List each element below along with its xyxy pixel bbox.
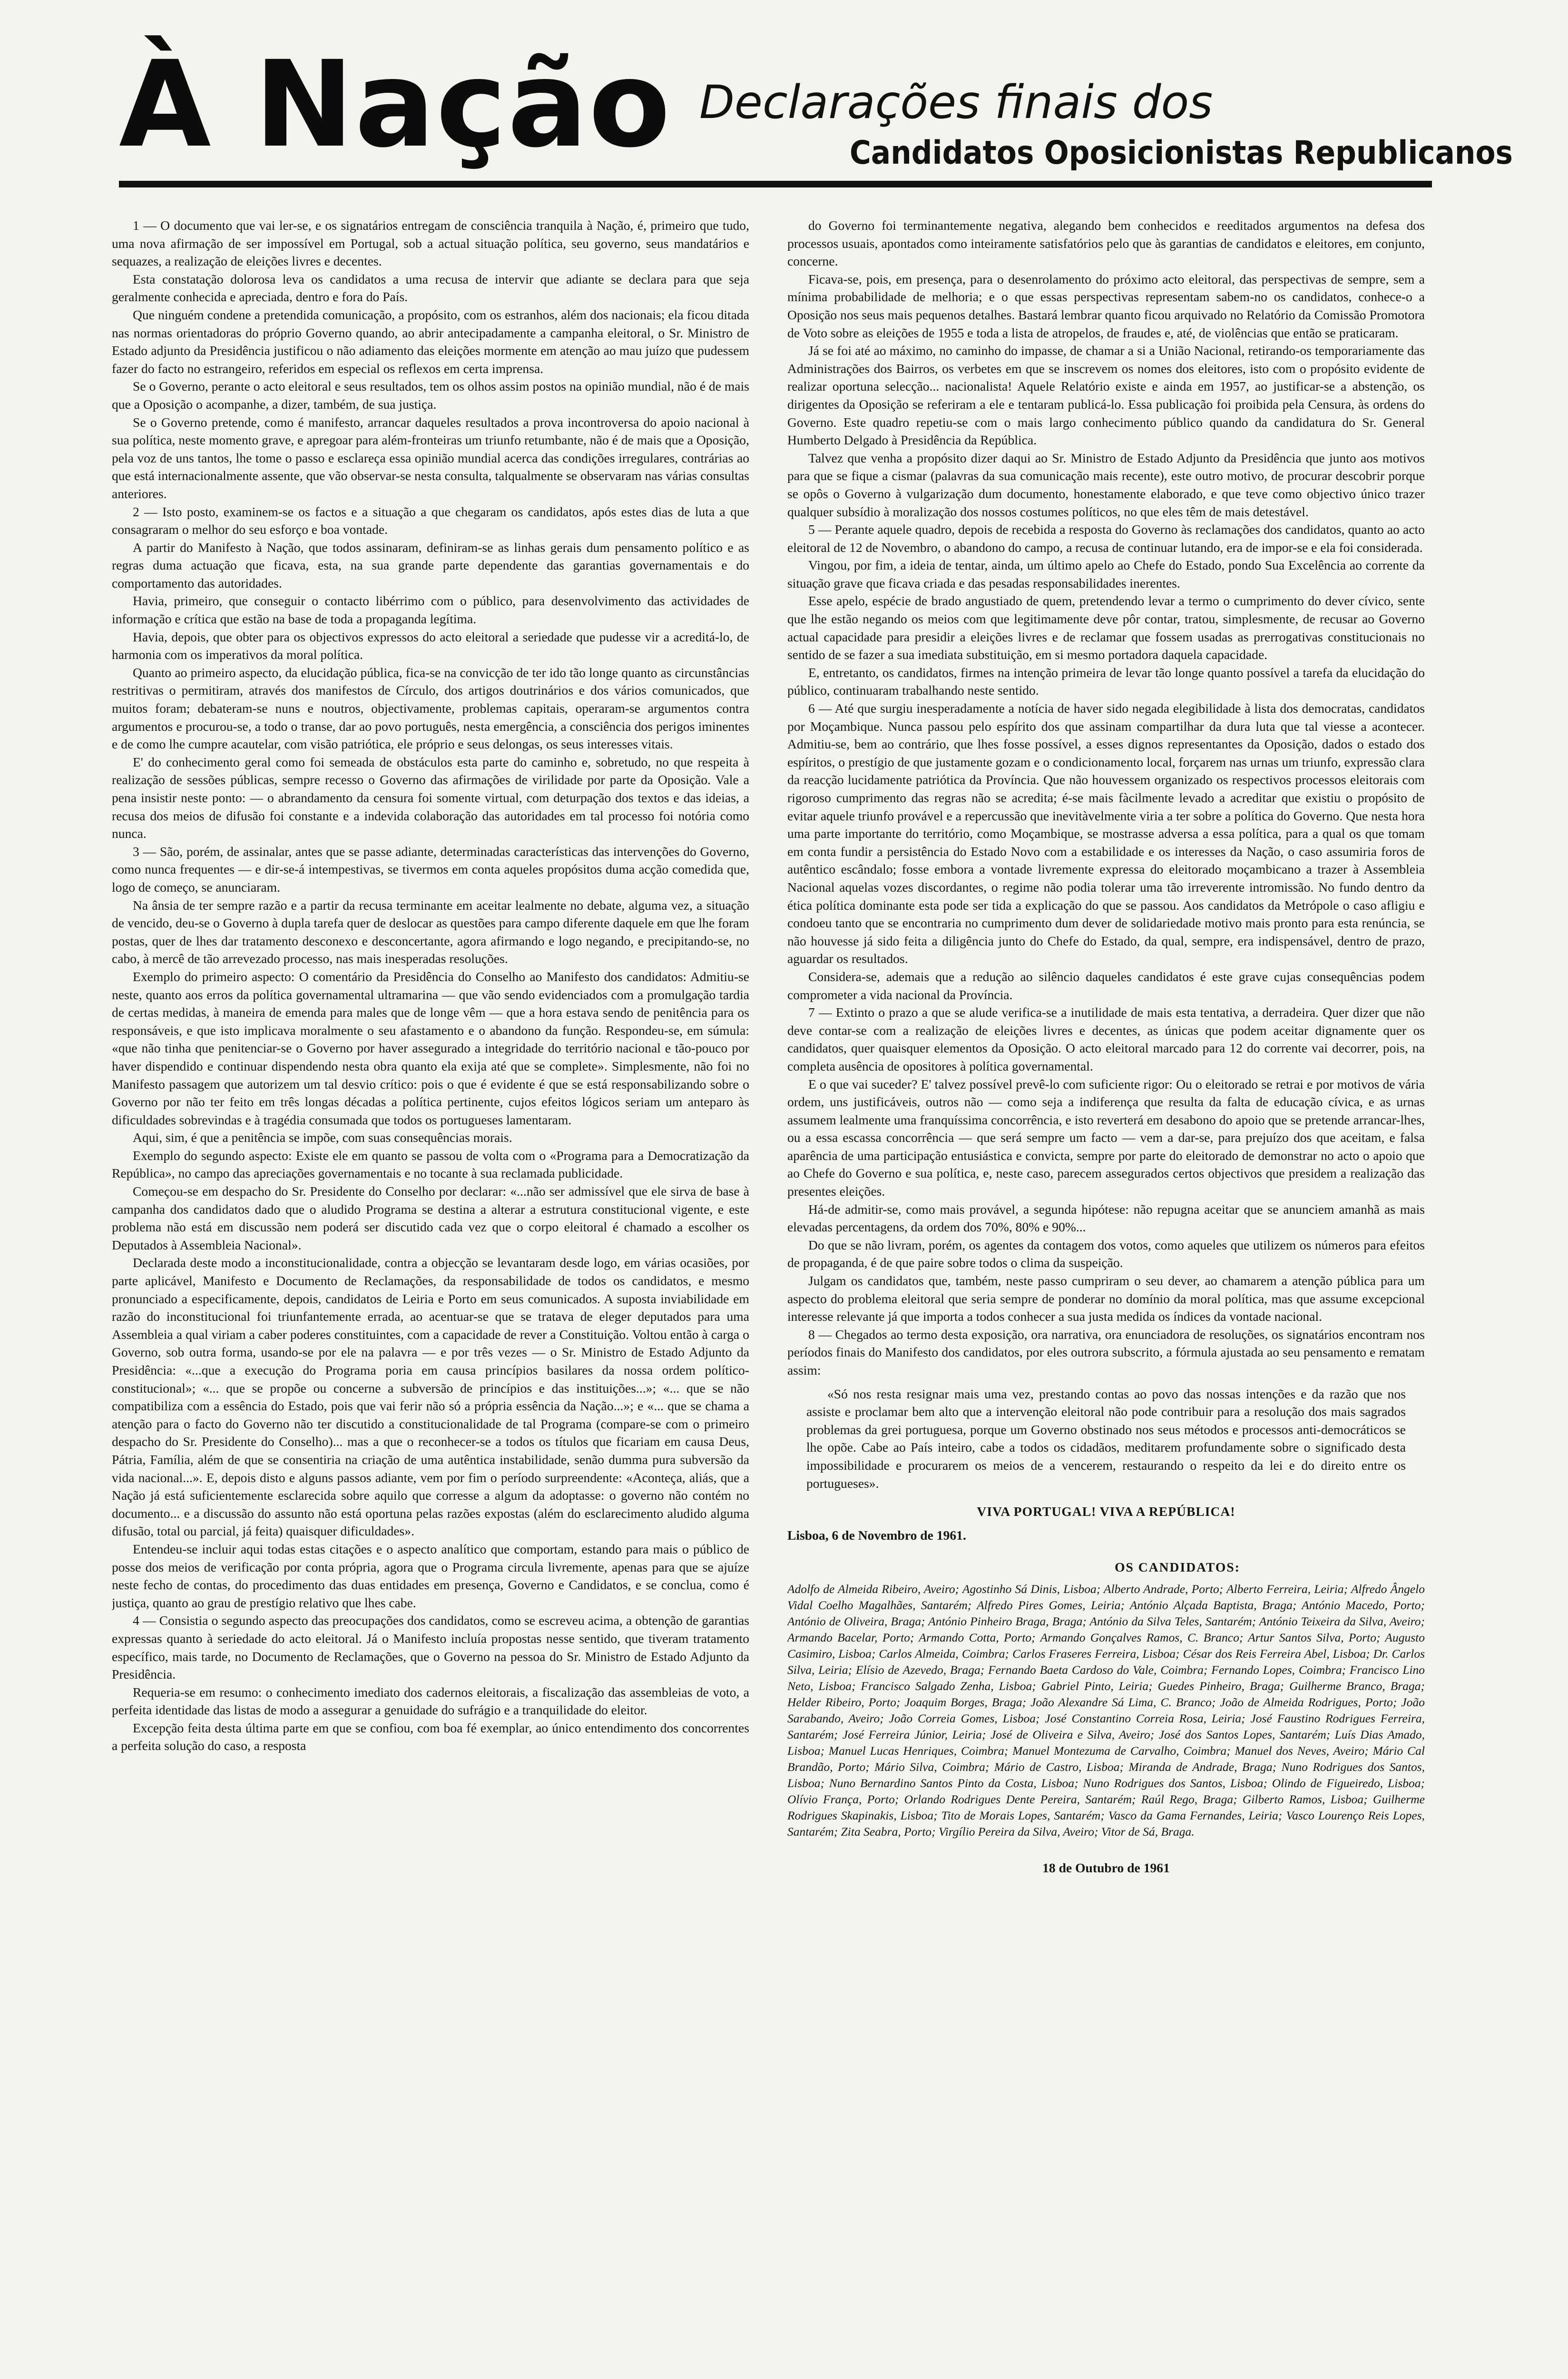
right-column-paragraph: Já se foi até ao máximo, no caminho do impasse, de chamar a si a União Nacional, retirando-os temporariamente das Administrações dos Bairros, os verbetes em que se inscrevem os nomes dos eleitores, isto com o propósito evidente de realizar oportuna selecção... nacionalista! Aquele Relatório existe e ainda em 1957, ao justificar-se a abstenção, os dirigentes da Oposição se referiram a ele e tentaram publicá-lo. Essa publicação foi proibida pela Censura, às ordens do Governo. Este quadro repetiu-se com o mais largo conhecimento público quando da candidatura do Sr. General Humberto Delgado à Presidência da República. bbox=[787, 343, 1425, 448]
right-column-paragraph: 5 — Perante aquele quadro, depois de recebida a resposta do Governo às reclamações dos candidatos, quanto ao acto eleitoral de 12 de Novembro, o abandono do campo, a recusa de continuar lutando, era de impor-se e ela foi considerada. bbox=[787, 522, 1425, 555]
right-column-paragraph: Julgam os candidatos que, também, neste passo cumpriram o seu dever, ao chamarem a atenção pública para um aspecto do problema eleitoral que seria sempre de ponderar no domínio da moral política, mas que assume excepcional interesse relevante já que importa a todos conhecer a sua justa medida os índices da vontade nacional. bbox=[787, 1273, 1425, 1324]
left-column-paragraph: Excepção feita desta última parte em que se confiou, com boa fé exemplar, ao único entendimento dos concorrentes a perfeita solução do caso, a resposta bbox=[112, 1720, 749, 1753]
left-column-paragraph: Se o Governo, perante o acto eleitoral e seus resultados, tem os olhos assim postos na opinião mundial, não é de mais que a Oposição o acompanhe, a dizer, também, de sua justiça. bbox=[112, 379, 749, 412]
right-column-paragraph: E o que vai suceder? E' talvez possível prevê-lo com suficiente rigor: Ou o eleitorado se retrai e por motivos de vária ordem, uns justificáveis, outros não — como seja a indiferença que resulta da falta de educação cívica, e as urnas assumem lealmente uma franquíssima concorrência, e isto reverterá em desabono do apoio que se pretende arrancar-lhes, ou a essa escassa concorrência — que será sempre um facto — vem a dar-se, para prejuízo dos que aceitam, e falsa aparência de uma participação entusiástica e convicta, sempre por parte do eleitorado de demonstrar no acto o apoio que ao Chefe do Governo e sua política, e, neste caso, parecem assegurados certos objectivos que presidem a realização das presentes eleições. bbox=[787, 1076, 1425, 1199]
left-column-paragraph: Havia, primeiro, que conseguir o contacto libérrimo com o público, para desenvolvimento das actividades de informação e crítica que estão na base de toda a propaganda legítima. bbox=[112, 593, 749, 627]
closing-quote: «Só nos resta resignar mais uma vez, prestando contas ao povo das nossas intenções e da razão que nos assiste e proclamar bem alto que a intervenção eleitoral não pode contribuir para a resolução dos mais sagrados problemas da grei portuguesa, porque um Governo obstinado nos seus métodos e processos anti-democráticos se lhe opõe. Cabe ao País inteiro, cabe a todos os cidadãos, meditarem profundamente sobre o significado desta impossibilidade e procurarem os meios de a vencerem, restaurando o respeito da lei e do direito entre os portugueses». bbox=[806, 1386, 1406, 1491]
left-column-paragraph: 1 — O documento que vai ler-se, e os signatários entregam de consciência tranquila à Nação, é, primeiro que tudo, uma nova afirmação de ser impossível em Portugal, sob a actual situação política, seu governo, seus mandatários e sequazes, a realização de eleições livres e decentes. bbox=[112, 218, 749, 269]
dateline: Lisboa, 6 de Novembro de 1961. bbox=[787, 1527, 966, 1543]
right-column-paragraph: Há-de admitir-se, como mais provável, a segunda hipótese: não repugna aceitar que se anunciem amanhã as mais elevadas percentagens, da ordem dos 70%, 80% e 90%... bbox=[787, 1201, 1425, 1235]
left-column-paragraph: Que ninguém condene a pretendida comunicação, a propósito, com os estranhos, além dos nacionais; ela ficou ditada nas normas orientadoras do próprio Governo quando, ao abrir antecipadamente a campanha eleitoral, o Sr. Ministro de Estado adjunto da Presidência justificou o não adiamento das eleições mormente em atenção ao mau juízo que pudessem fazer do facto no estrangeiro, referidos em especial os reflexos em certa imprensa. bbox=[112, 307, 749, 376]
right-column-paragraph: E, entretanto, os candidatos, firmes na intenção primeira de levar tão longe quanto possível a tarefa da elucidação do público, continuaram trabalhando neste sentido. bbox=[787, 665, 1425, 698]
left-column-paragraph: Declarada deste modo a inconstitucionalidade, contra a objecção se levantaram desde logo, em várias ocasiões, por parte aplicável, Manifesto e Documento de Reclamações, da responsabilidade de todos os candidatos, e mesmo pronunciado a especificamente, depois, candidatos de Leiria e Porto em seus comunicados. A suposta inviabilidade em razão do inconstitucional foi triunfantemente errada, ao acentuar-se que se tratava de eleger deputados para uma Assembleia a qual viriam a caber poderes constituintes, com a capacidade de rever a Constituição. Voltou então à carga o Governo, sob outra forma, usando-se por ele na palavra — e por três vezes — o Sr. Ministro de Estado Adjunto da Presidência: «...que a execução do Programa poria em causa princípios basilares da nossa ordem político-constitucional»; «... que se propõe ou concerne a subversão de princípios e das instituições...»; «... que se não compatibiliza com a essência do Estado, pois que vai ferir não só a própria essência da Nação...»; e «... que se chama a atenção para o facto do Governo não ter discutido a constitucionalidade de tal Programa (compare-se com o primeiro despacho do Sr. Presidente do Conselho)... mas a que o reconhecer-se a todos os títulos que ficariam em causa Deus, Pátria, Família, além de que se consentiria na criação de uma autêntica instabilidade, senão dumma pura subversão da vida nacional...». E, depois disto e alguns passos adiante, vem por fim o período surpreendente: «Aconteça, aliás, que a Nação já está suficientemente esclarecida sobre aquilo que corresse a algum da adoptasse: o governo não contém no documento... e a discussão do assunto não está oportuna pelas razões expostas (além do esclarecimento aludido alguma difusão, total ou parcial, já feita) quaisquer dificuldades». bbox=[112, 1255, 749, 1539]
left-column-paragraph: 3 — São, porém, de assinalar, antes que se passe adiante, determinadas características das intervenções do Governo, como nunca frequentes — e dir-se-á intempestivas, se tivermos em conta aqueles propósitos duma acção comedida que, logo de começo, se anunciaram. bbox=[112, 844, 749, 895]
candidates-date: 18 de Outubro de 1961 bbox=[1042, 1860, 1170, 1875]
left-column-paragraph: Aqui, sim, é que a penitência se impõe, com suas consequências morais. bbox=[133, 1130, 512, 1145]
left-column-paragraph: Esta constatação dolorosa leva os candidatos a uma recusa de intervir que adiante se declara para que seja geralmente conhecida e apreciada, dentro e fora do País. bbox=[112, 271, 749, 305]
left-column-paragraph: E' do conhecimento geral como foi semeada de obstáculos esta parte do caminho e, sobretudo, no que respeita à realização de sessões públicas, sempre recesso o Governo das afirmações de virilidade por parte da Oposição. Vale a pena insistir neste ponto: — o abrandamento da censura foi somente virtual, com deturpação dos textos e das ideias, a recusa dos meios de difusão foi constante e a indevida colaboração das autoridades em tal processo foi notória como nunca. bbox=[112, 754, 749, 841]
right-column-paragraph: 6 — Até que surgiu inesperadamente a notícia de haver sido negada elegibilidade à lista dos democratas, candidatos por Moçambique. Nunca passou pelo espírito dos que assinam compartilhar da dura luta que tal viesse a acontecer. Admitiu-se, bem ao contrário, que lhes fosse possível, a esses dignos representantes da Oposição, dados o estado dos espíritos, o prestígio de que justamente gozam e o condicionamento local, forçarem nas urnas um triunfo, expressão clara da reacção lucidamente patriótica da Província. Que não houvessem organizado os respectivos processos eleitorais com rigoroso cumprimento das regras não se acredita; é-se mais fàcilmente levado a acreditar que existiu o propósito de evitar aquele triunfo provável e a repercussão que inevitàvelmente viria a ter sobre a política do Governo. Que nesta hora uma parte importante do território, como Moçambique, se mostrasse adversa a essa política, para a qual os que tomam em conta fundir a persistência do Estado Novo com a estabilidade e os interesses da Nação, o caso assumiria foros de autêntico escândalo; fosse embora a vontade livremente expressa do eleitorado moçambicano a trazer à Assembleia Nacional aquelas vozes discordantes, o regime não podia tolerar uma tão irreverente intromissão. No fundo dentro da ética política dominante esta pode ser tida a explicação do que se passou. Aos candidatos da Metrópole o caso afligiu e condoeu tanto que se encontraria no cumprimento dum dever de solidariedade motivo mais pronto para esta renúncia, se não houvesse já sido feita a diligência junto do Chefe do Estado, da qual, sempre, era indispensável, dentro de prazo, aguardar os resultados. bbox=[787, 701, 1425, 966]
masthead-rule bbox=[119, 181, 1432, 187]
left-column-paragraph: Entendeu-se incluir aqui todas estas citações e o aspecto analítico que comportam, estando para mais o público de posse dos meios de verificação por conta própria, agora que o Programa circula livremente, apenas para que se ajuíze neste fecho de contas, do procedimento das duas entidades em presença, Governo e Candidatos, e se conclua, como é justiça, quanto ao grau de prestígio relativo que lhes cabe. bbox=[112, 1541, 749, 1610]
left-column-paragraph: Se o Governo pretende, como é manifesto, arrancar daqueles resultados a prova incontroversa do apoio nacional à sua política, neste momento grave, e apregoar para além-fronteiras um triunfo retumbante, não é de mais que a Oposição, pela voz de uns tantos, lhe tome o passo e esclareça essa opinião mundial acerca das condições irregulares, contrárias ao que está internacionalmente assente, que vão observar-se nesta consulta, talqualmente se observaram nas várias consultas anteriores. bbox=[112, 414, 749, 501]
left-column-paragraph: Na ânsia de ter sempre razão e a partir da recusa terminante em aceitar lealmente no debate, alguma vez, a situação de vencido, deu-se o Governo à dupla tarefa quer de deslocar as questões para campo diferente daquele em que lhe foram postas, quer de lhes dar tratamento desconexo e desconcertante, agora afirmando e logo negando, e precipitando-se, no cabo, à mercê de tão arrevezado processo, nas mais inesperadas resoluções. bbox=[112, 897, 749, 966]
left-column-paragraph: 4 — Consistia o segundo aspecto das preocupações dos candidatos, como se escreveu acima, a obtenção de garantias expressas quanto à seriedade do acto eleitoral. Já o Manifesto incluía propostas nesse sentido, que tiveram tratamento específico, mais tarde, no Documento de Reclamações, que o Governo na pessoa do Sr. Ministro de Estado Adjunto da Presidência. bbox=[112, 1613, 749, 1682]
right-column-paragraph: do Governo foi terminantemente negativa, alegando bem conhecidos e reeditados argumentos na defesa dos processos usuais, apontados como inteiramente satisfatórios pelo que às garantias de candidatos e eleitores, em conjunto, concerne. bbox=[787, 218, 1425, 269]
left-column-paragraph: A partir do Manifesto à Nação, que todos assinaram, definiram-se as linhas gerais dum pensamento político e as regras duma actuação que ficava, esta, na sua grande parte dependente das garantias governamentais e do comportamento das autoridades. bbox=[112, 540, 749, 590]
right-column-paragraph: Talvez que venha a propósito dizer daqui ao Sr. Ministro de Estado Adjunto da Presidência que junto aos motivos para que se fique a cismar (palavras da sua comunicação mais recente), este outro motivo, de procurar descobrir porque se opôs o Governo à vulgarização dum documento, honestamente elaborado, e que teve como objectivo único trazer qualquer subsídio à moralização dos nossos costumes políticos, no que eles têm de mais detestável. bbox=[787, 450, 1425, 519]
right-column-paragraph: Considera-se, ademais que a redução ao silêncio daqueles candidatos é este grave cujas consequências podem comprometer a vida nacional da Província. bbox=[787, 969, 1425, 1002]
right-column-paragraph: Ficava-se, pois, em presença, para o desenrolamento do próximo acto eleitoral, das perspectivas de sempre, sem a mínima probabilidade de melhoria; e o que essas perspectivas representam sabem-no os candidatos, conhece-o a Oposição nos seus mais pequenos detalhes. Bastará lembrar quanto ficou arquivado no Relatório da Comissão Promotora de Voto sobre as eleições de 1955 e toda a lista de atropelos, de fraudes e, até, de violências que então se praticaram. bbox=[787, 271, 1425, 340]
left-column bbox=[112, 216, 749, 2379]
right-column-paragraph: 7 — Extinto o prazo a que se alude verifica-se a inutilidade de mais esta tentativa, a derradeira. Quer dizer que não deve contar-se com a realização de eleições livres e decentes, as únicas que podem aceitar dignamente quer os candidatos, quer quaisquer elementos da Oposição. O acto eleitoral marcado para 12 do corrente vai decorrer, pois, na completa ausência de opositores à política governamental. bbox=[787, 1005, 1425, 1073]
right-column-paragraph: Vingou, por fim, a ideia de tentar, ainda, um último apelo ao Chefe do Estado, pondo Sua Excelência ao corrente da situação grave que ficava criada e das pesadas responsabilidades inerentes. bbox=[787, 558, 1425, 590]
left-column-paragraph: 2 — Isto posto, examinem-se os factos e a situação a que chegaram os candidatos, após estes dias de luta a que consagraram o melhor do seu esforço e boa vontade. bbox=[112, 504, 749, 537]
right-column bbox=[787, 216, 1425, 2379]
masthead-subtitle-line1: Declarações finais dos bbox=[699, 76, 1213, 129]
viva-line: VIVA PORTUGAL! VIVA A REPÚBLICA! bbox=[977, 1504, 1235, 1519]
right-column-paragraph: 8 — Chegados ao termo desta exposição, ora narrativa, ora enunciadora de resoluções, os signatários encontram nos períodos finais do Manifesto dos candidatos, por eles outrora subscrito, a fórmula ajustada ao seu pensamento e rematam assim: bbox=[787, 1327, 1425, 1377]
candidates-list: Adolfo de Almeida Ribeiro, Aveiro; Agostinho Sá Dinis, Lisboa; Alberto Andrade, Porto; Alberto Ferreira, Leiria; Alfredo Ângelo Vidal Coelho Magalhães, Santarém; Alfredo Pires Gomes, Leiria; António Alçada Baptista, Braga; António Macedo, Porto; António de Oliveira, Braga; António Pinheiro Braga, Braga; António da Silva Teles, Santarém; António Teixeira da Silva, Aveiro; Armando Bacelar, Porto; Armando Cotta, Porto; Armando Gonçalves Ramos, C. Branco; Artur Santos Silva, Porto; Augusto Casimiro, Lisboa; Carlos Almeida, Coimbra; Carlos Fraseres Ferreira, Lisboa; César dos Reis Ferreira Abel, Lisboa; Dr. Carlos Silva, Leiria; Elísio de Azevedo, Braga; Fernando Baeta Cardoso do Vale, Coimbra; Fernando Lopes, Coimbra; Francisco Lino Neto, Lisboa; Francisco Salgado Zenha, Lisboa; Gabriel Pinto, Leiria; Guedes Pinheiro, Braga; Guilherme Branco, Braga; Helder Ribeiro, Porto; Joaquim Borges, Braga; João Alexandre Sá Lima, C. Branco; João de Almeida Rodrigues, Porto; João Sarabando, Aveiro; João Correia Gomes, Lisboa; José Constantino Correia Rosa, Leiria; José Faustino Rodrigues Ferreira, Santarém; José Ferreira Júnior, Leiria; José de Oliveira e Silva, Aveiro; José dos Santos Lopes, Santarém; Luís Dias Amado, Lisboa; Manuel Lucas Henriques, Coimbra; Manuel Montezuma de Carvalho, Coimbra; Manuel dos Neves, Aveiro; Mário Cal Brandão, Porto; Mário Silva, Coimbra; Mário de Castro, Lisboa; Miranda de Andrade, Braga; Nuno Rodrigues dos Santos, Lisboa; Nuno Bernardino Santos Pinto da Costa, Lisboa; Nuno Rodrigues dos Santos, Lisboa; Olindo de Figueiredo, Lisboa; Olívio França, Porto; Orlando Rodrigues Dente Pereira, Santarém; Raúl Rego, Braga; Gilberto Ramos, Lisboa; Guilherme Rodrigues Skapinakis, Lisboa; Tito de Morais Lopes, Santarém; Vasco da Gama Fernandes, Leiria; Vasco Lourenço Reis Lopes, Santarém; Zita Seabra, Porto; Virgílio Pereira da Silva, Aveiro; Vitor de Sá, Braga. bbox=[787, 1582, 1425, 1838]
left-column-paragraph: Exemplo do primeiro aspecto: O comentário da Presidência do Conselho ao Manifesto dos candidatos: Admitiu-se neste, quanto aos erros da política governamental ultramarina — que vão sendo evidenciados com a promulgação tardia de certas medidas, à maneira de emenda para males que de longe vêm — que a hora estava sendo de penitência para os responsáveis, e que isto implicava moralmente o seu afastamento e o abandono da função. Respondeu-se, em súmula: «que não tinha que penitenciar-se o Governo por haver assegurado a integridade do território nacional e tão-pouco por haver dispendido e continuar dispendendo nesta obra quanto ela exija até que se complete». Simplesmente, não foi no Manifesto passagem que autorizem um tal desvio crítico: pois o que é evidente é que se está responsabilizando sobre o Governo por não ter feito em três longas décadas a política pertinente, cujos efeitos lógicos seriam um anteparo às dificuldades sobrevindas e à tragédia consumada que todos os portugueses lamentaram. bbox=[112, 969, 749, 1127]
right-column-paragraph: Do que se não livram, porém, os agentes da contagem dos votos, como aqueles que utilizem os números para efeitos de propaganda, é de que paire sobre todos o clima da suspeição. bbox=[787, 1237, 1425, 1270]
left-column-paragraph: Exemplo do segundo aspecto: Existe ele em quanto se passou de volta com o «Programa para a Democratização da República», no campo das apreciações governamentais e no tocante à sua reclamada publicidade. bbox=[112, 1148, 749, 1181]
left-column-paragraph: Requeria-se em resumo: o conhecimento imediato dos cadernos eleitorais, a fiscalização das assembleias de voto, a perfeita identidade das listas de modo a assegurar a genuidade do sufrágio e a tranquilidade do eleitor. bbox=[112, 1684, 749, 1718]
candidates-heading: OS CANDIDATOS: bbox=[1115, 1560, 1240, 1575]
masthead-subtitle-line2: Candidatos Oposicionistas Republicanos bbox=[850, 134, 1513, 172]
right-column-paragraphs bbox=[787, 216, 1425, 1379]
right-column-paragraph: Esse apelo, espécie de brado angustiado de quem, pretendendo levar a termo o cumprimento do dever cívico, sente que lhe estão negando os meios com que legitimamente deve pôr contar, tratou, simplesmente, de recusar ao Governo actual capacidade para presidir a eleições livres e de reclamar que fossem usadas as prerrogativas constitucionais no sentido de se fazer a sua imediata substituição, em si mesmo portadora daquela capacidade. bbox=[787, 593, 1425, 662]
masthead-title: À Nação bbox=[119, 35, 672, 174]
left-column-paragraph: Quanto ao primeiro aspecto, da elucidação pública, fica-se na convicção de ter ido tão longe quanto as circunstâncias restritivas o permitiram, através dos manifestos de Círculo, dos artigos doutrinários e dos vários comunicados, que muitos foram; debateram-se nuns e noutros, objectivamente, problemas capitais, operaram-se argumentos contra argumentos e procurou-se, a todo o transe, dar ao povo português, nesta emergência, a consciência dos perigos iminentes e de como lhe cumpre acautelar, com visão patriótica, ele próprio e seus delongas, os seus interesses vitais. bbox=[112, 665, 749, 752]
left-column-paragraph: Começou-se em despacho do Sr. Presidente do Conselho por declarar: «...não ser admissível que ele sirva de base à campanha dos candidatos dado que o aludido Programa se destina a alterar a estrutura constitucional vigente, e este problema não está em discussão nem poderá ser discutido cada vez que o corpo eleitoral é chamado a escolher os Deputados à Assembleia Nacional». bbox=[112, 1184, 749, 1252]
left-column-paragraph: Havia, depois, que obter para os objectivos expressos do acto eleitoral a seriedade que pudesse vir a acreditá-lo, de harmonia com os imperativos da moral política. bbox=[112, 629, 749, 662]
